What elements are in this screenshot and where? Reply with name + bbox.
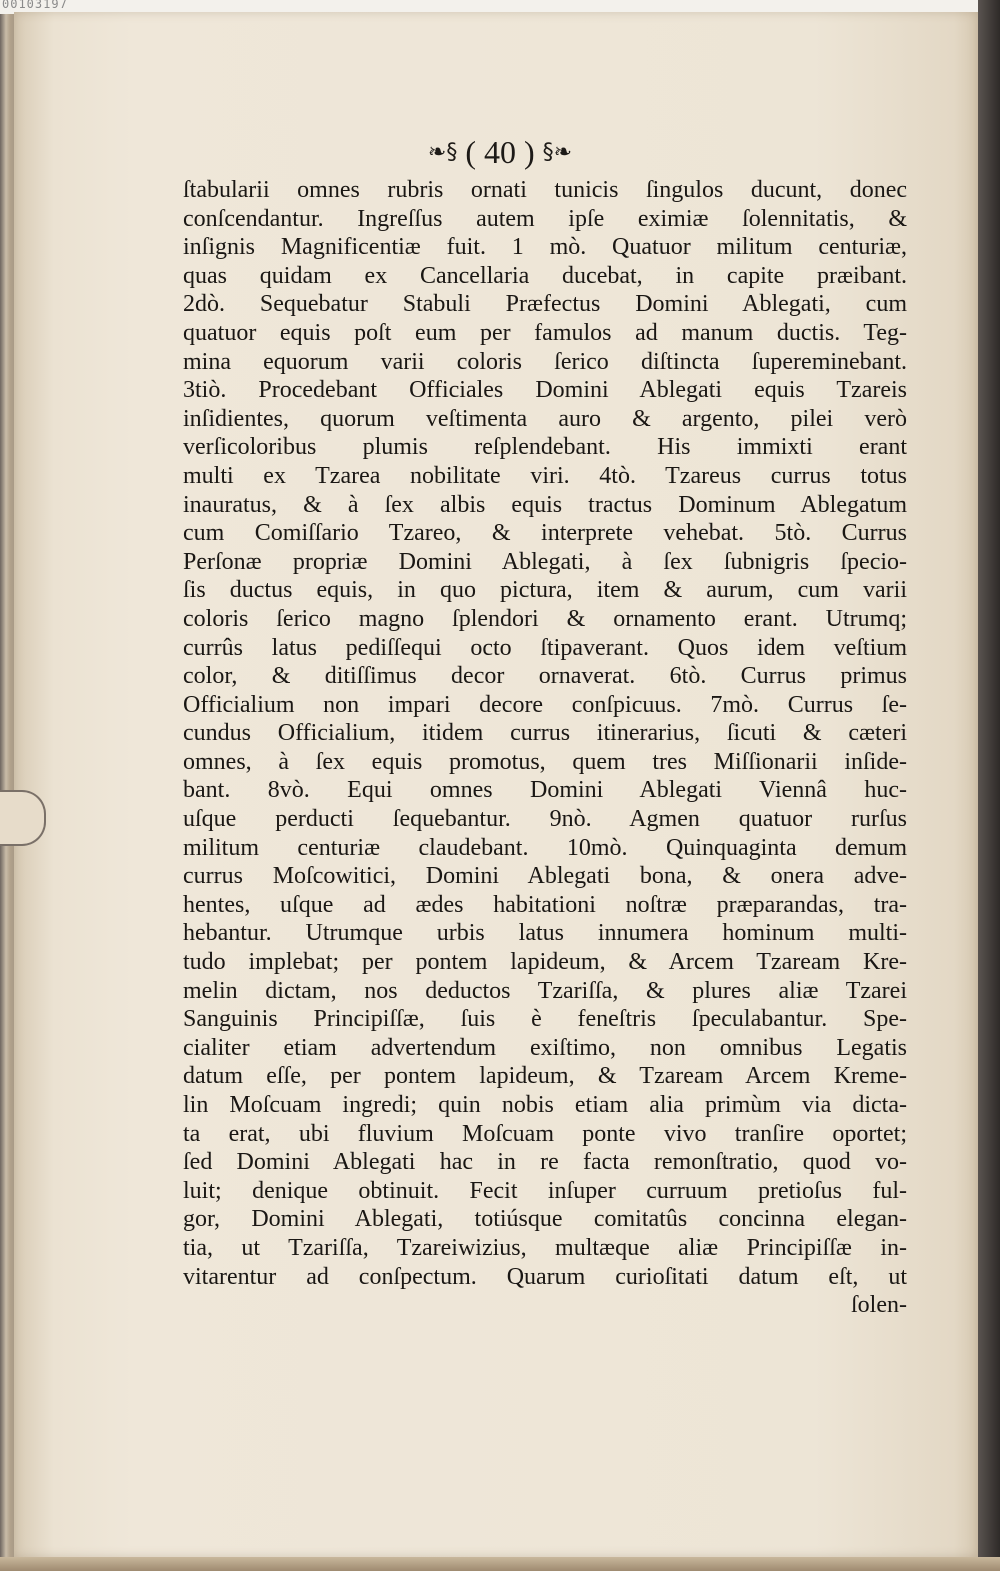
scan-right-edge bbox=[978, 0, 1000, 1571]
text-line: militum centuriæ claudebant. 10mò. Quinquaginta demum bbox=[183, 834, 907, 861]
text-line: currûs latus pediſſequi octo ſtipaverant. Quos idem veſtium bbox=[183, 634, 907, 661]
text-line: quatuor equis poſt eum per famulos ad manum ductis. Teg- bbox=[183, 319, 907, 346]
text-line: coloris ſerico magno ſplendori & ornamento erant. Utrumq; bbox=[183, 605, 907, 632]
text-line: ſolen- bbox=[851, 1292, 907, 1319]
text-line: currus Moſcowitici, Domini Ablegati bona, & onera adve- bbox=[183, 863, 907, 890]
text-line: vitarentur ad conſpectum. Quarum curioſitati datum eſt, ut bbox=[183, 1263, 907, 1290]
text-line: inauratus, & à ſex albis equis tractus Dominum Ablegatum bbox=[183, 491, 907, 518]
text-line: luit; denique obtinuit. Fecit inſuper curruum pretioſus ful- bbox=[183, 1177, 907, 1204]
text-line: datum eſſe, per pontem lapideum, & Tzaream Arcem Kreme- bbox=[183, 1063, 907, 1090]
text-line: uſque perducti ſequebantur. 9nò. Agmen quatuor rurſus bbox=[183, 806, 907, 833]
text-line: ſtabularii omnes rubris ornati tunicis ſingulos ducunt, donec bbox=[183, 177, 907, 203]
text-line: cundus Officialium, itidem currus itinerarius, ſicuti & cæteri bbox=[183, 720, 907, 747]
text-line: cum Comiſſario Tzareo, & interprete vehebat. 5tò. Currus bbox=[183, 520, 907, 547]
text-line: conſcendantur. Ingreſſus autem ipſe eximiæ ſolennitatis, & bbox=[183, 205, 907, 232]
text-line: tia, ut Tzariſſa, Tzareiwizius, multæque aliæ Principiſſæ in- bbox=[183, 1234, 907, 1261]
page-number: ( 40 ) bbox=[465, 134, 535, 170]
text-line: mina equorum varii coloris ſerico diſtincta ſupereminebant. bbox=[183, 348, 907, 375]
text-line: ſed Domini Ablegati hac in re facta remonſtratio, quod vo- bbox=[183, 1149, 907, 1176]
text-line: quas quidam ex Cancellaria ducebat, in capite præibant. bbox=[183, 262, 907, 289]
text-line: tudo implebat; per pontem lapideum, & Arcem Tzaream Kre- bbox=[183, 949, 907, 976]
text-line: multi ex Tzarea nobilitate viri. 4tò. Tzareus currus totus bbox=[183, 462, 907, 489]
text-line: bant. 8vò. Equi omnes Domini Ablegati Viennâ huc- bbox=[183, 777, 907, 804]
text-line: omnes, à ſex equis promotus, quem tres Miſſionarii inſide- bbox=[183, 748, 907, 775]
text-line: verſicoloribus plumis reſplendebant. His immixti erant bbox=[183, 434, 907, 461]
book-bottom-edge bbox=[0, 1557, 1000, 1571]
text-line: Sanguinis Principiſſæ, ſuis è feneſtris ſpeculabantur. Spe- bbox=[183, 1006, 907, 1033]
page-header bbox=[0, 134, 1000, 171]
text-line: cialiter etiam advertendum exiſtimo, non omnibus Legatis bbox=[183, 1034, 907, 1061]
text-line: ta erat, ubi fluvium Moſcuam ponte vivo tranſire oportet; bbox=[183, 1120, 907, 1147]
scan-id-label: 00103197 bbox=[2, 0, 68, 11]
text-line: Officialium non impari decore conſpicuus. 7mò. Currus ſe- bbox=[183, 691, 907, 718]
text-line: inſidientes, quorum veſtimenta auro & argento, pilei verò bbox=[183, 405, 907, 432]
text-line: hentes, uſque ad ædes habitationi noſtræ præparandas, tra- bbox=[183, 891, 907, 918]
text-line: melin dictam, nos deductos Tzariſſa, & plures aliæ Tzarei bbox=[183, 977, 907, 1004]
text-line: color, & ditiſſimus decor ornaverat. 6tò. Currus primus bbox=[183, 663, 907, 690]
text-line: gor, Domini Ablegati, totiúsque comitatûs concinna elegan- bbox=[183, 1206, 907, 1233]
page-clip bbox=[0, 790, 46, 846]
text-line: 3tiò. Procedebant Officiales Domini Ablegati equis Tzareis bbox=[183, 377, 907, 404]
text-line: inſignis Magnificentiæ fuit. 1 mò. Quatuor militum centuriæ, bbox=[183, 234, 907, 261]
ornament-right-icon: §❧ bbox=[542, 140, 573, 165]
text-line: ſis ductus equis, in quo pictura, item & aurum, cum varii bbox=[183, 577, 907, 604]
text-line: hebantur. Utrumque urbis latus innumera hominum multi- bbox=[183, 920, 907, 947]
text-line: 2dò. Sequebatur Stabuli Præfectus Domini Ablegati, cum bbox=[183, 291, 907, 318]
text-line: lin Moſcuam ingredi; quin nobis etiam alia primùm via dicta- bbox=[183, 1092, 907, 1118]
ornament-left-icon: ❧§ bbox=[427, 140, 458, 165]
page-body-text bbox=[183, 176, 907, 1320]
text-line: Perſonæ propriæ Domini Ablegati, à ſex ſubnigris ſpecio- bbox=[183, 548, 907, 575]
